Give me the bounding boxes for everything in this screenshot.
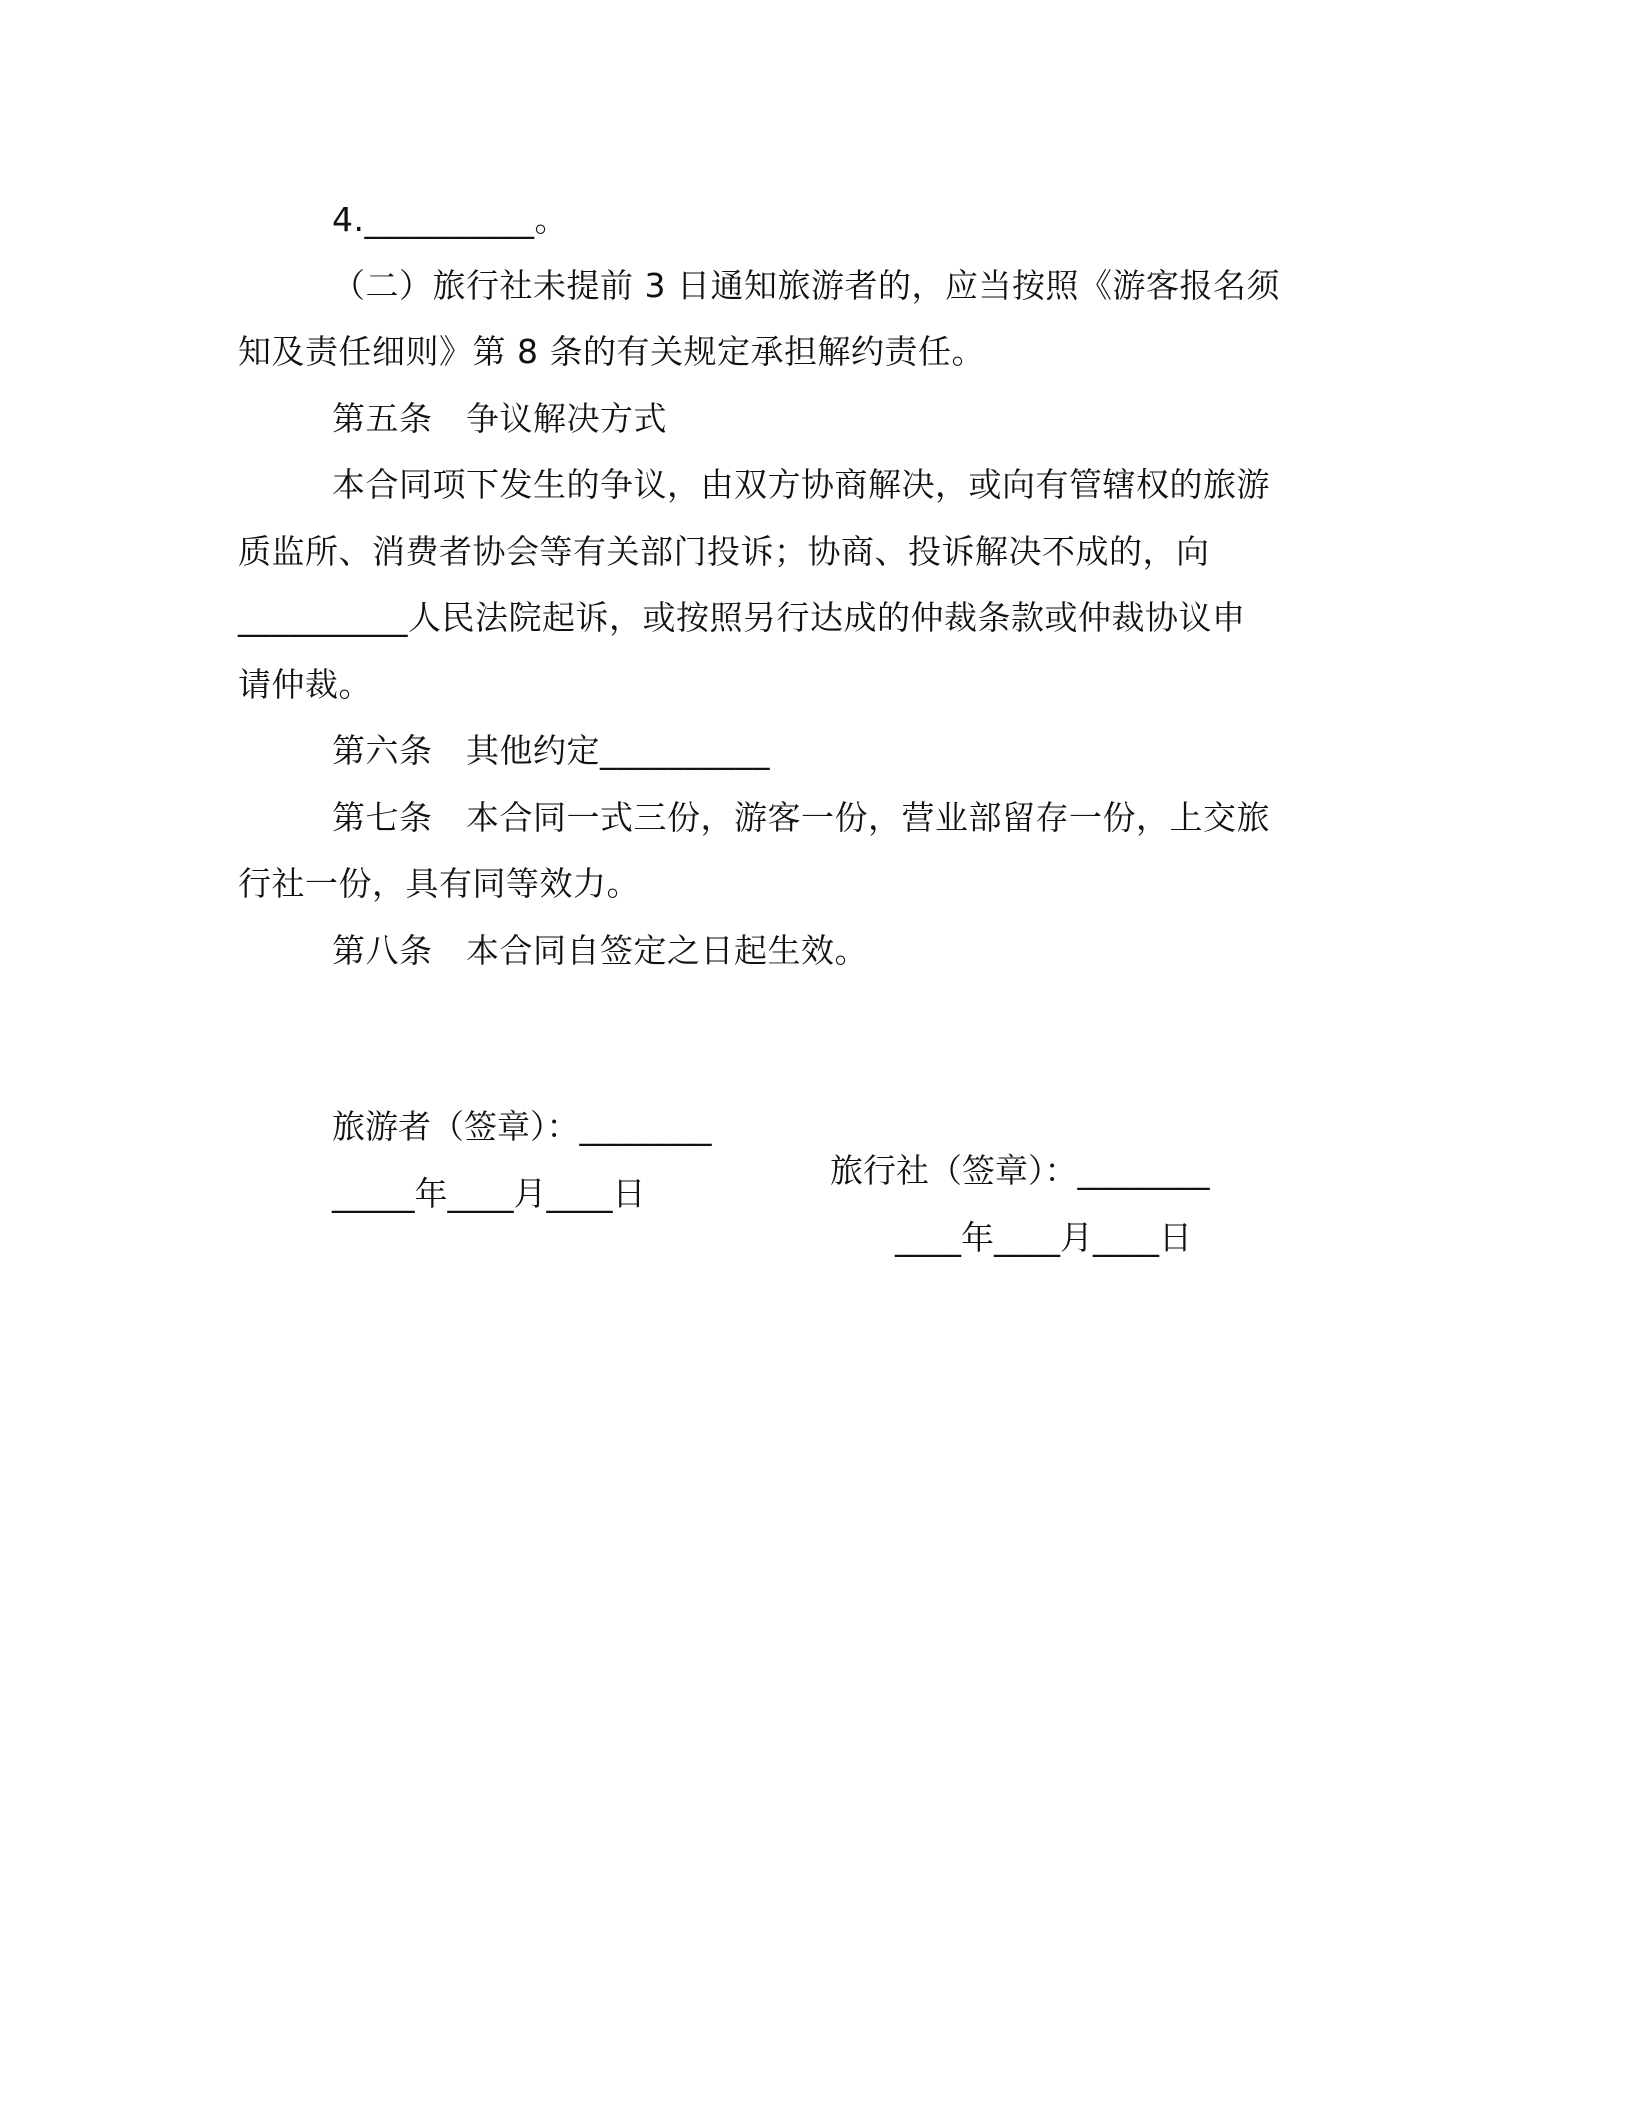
article-5-body-line-3: __________人民法院起诉，或按照另行达成的仲裁条款或仲裁协议申 [238,598,1246,637]
agency-date: ____年____月____日 [895,1218,1192,1257]
agency-signature-label: 旅行社（签章）：________ [830,1151,1210,1190]
tourist-signature-label: 旅游者（签章）：________ [332,1107,712,1146]
article-8: 第八条 本合同自签定之日起生效。 [332,931,868,970]
paragraph-2-line-1: （二）旅行社未提前 3 日通知旅游者的，应当按照《游客报名须 [332,266,1280,305]
article-6: 第六条 其他约定__________ [332,731,770,770]
article-5-heading: 第五条 争议解决方式 [332,399,667,438]
clause-4-blank: 4.__________。 [332,200,568,239]
paragraph-2-line-2: 知及责任细则》第 8 条的有关规定承担解约责任。 [238,332,985,371]
article-5-body-line-4: 请仲裁。 [238,665,372,704]
tourist-date: _____年____月____日 [332,1174,646,1213]
article-7-line-1: 第七条 本合同一式三份，游客一份，营业部留存一份，上交旅 [332,798,1270,837]
article-5-body-line-2: 质监所、消费者协会等有关部门投诉；协商、投诉解决不成的，向 [238,532,1210,571]
article-7-line-2: 行社一份，具有同等效力。 [238,864,640,903]
article-5-body-line-1: 本合同项下发生的争议，由双方协商解决，或向有管辖权的旅游 [332,465,1270,504]
